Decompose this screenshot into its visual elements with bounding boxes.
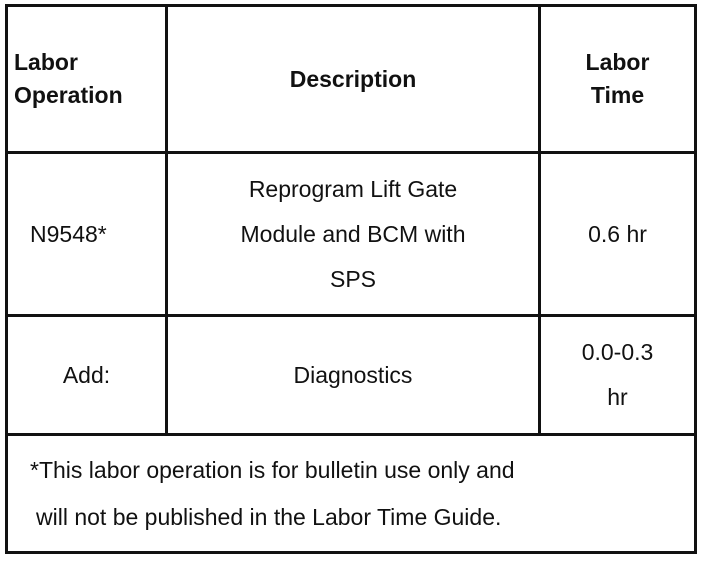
footnote-line-2: will not be published in the Labor Time Guide. (36, 503, 502, 530)
footnote-line-1: *This labor operation is for bulletin use only and (30, 456, 515, 483)
row-2-operation: Add: (7, 316, 167, 435)
row-1-description-line-1: Reprogram Lift Gate (248, 175, 458, 202)
row-1-description (167, 153, 540, 316)
row-2-labor-time-line-2: hr (607, 384, 628, 410)
table-row (7, 153, 696, 316)
header-labor-operation-line-1: Labor (14, 49, 78, 75)
row-2-labor-time-line-1: 0.0-0.3 (581, 339, 654, 365)
header-labor-time-line-1: Labor (585, 49, 650, 75)
row-2-labor-time (540, 316, 696, 435)
table-row (7, 316, 696, 435)
footnote (7, 435, 696, 553)
labor-operations-table (5, 4, 697, 554)
footnote-row (7, 435, 696, 553)
header-labor-operation-line-2: Operation (14, 82, 123, 108)
row-1-description-line-2: Module and BCM with (240, 220, 466, 247)
header-labor-operation (7, 6, 167, 153)
row-1-labor-time: 0.6 hr (540, 153, 696, 316)
row-1-operation: N9548* (7, 153, 167, 316)
header-labor-time (540, 6, 696, 153)
header-labor-time-line-2: Time (590, 82, 645, 108)
header-description: Description (167, 6, 540, 153)
row-1-description-line-3: SPS (329, 265, 377, 292)
row-2-description: Diagnostics (167, 316, 540, 435)
table-header-row (7, 6, 696, 153)
